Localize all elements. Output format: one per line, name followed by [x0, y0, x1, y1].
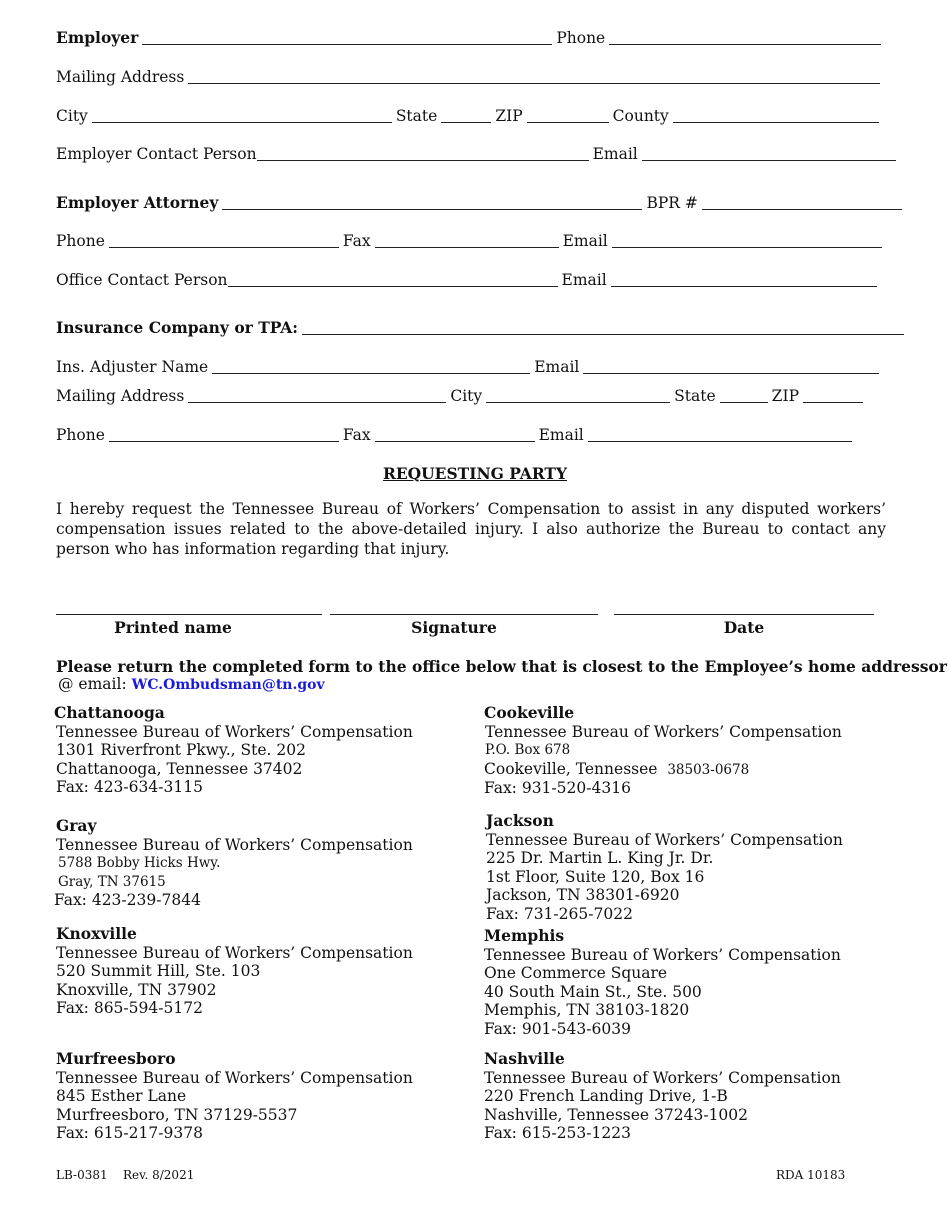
office-gray [54, 817, 413, 910]
employer-contact-row [56, 144, 900, 164]
employer-state-field[interactable] [441, 107, 491, 123]
insurance-email-field[interactable] [588, 426, 852, 442]
office-line: Murfreesboro, TN 37129-5537 [56, 1105, 298, 1124]
insurance-fax-field[interactable] [375, 426, 535, 442]
insurance-mailing-field[interactable] [188, 387, 446, 403]
office-line: Chattanooga, Tennessee 37402 [56, 759, 303, 778]
employer-email-field[interactable] [642, 145, 896, 161]
printed-name-label: Printed name [114, 618, 232, 637]
insurance-field[interactable] [302, 319, 904, 335]
office-line: Gray, TN 37615 [58, 873, 166, 890]
insurance-state-field[interactable] [720, 387, 768, 403]
employer-mailing-row [56, 67, 884, 87]
insurance-fax-label: Fax [342, 426, 371, 444]
office-line: 520 Summit Hill, Ste. 103 [56, 962, 261, 981]
office-line: P.O. Box 678 [485, 742, 571, 759]
adjuster-email-label: Email [534, 358, 580, 376]
adjuster-row [56, 357, 883, 377]
insurance-phone-row [56, 425, 856, 445]
employer-phone-label: Phone [556, 29, 606, 47]
office-contact-email-label: Email [561, 271, 607, 289]
office-line: 40 South Main St., Ste. 500 [484, 982, 702, 1001]
employer-mailing-field[interactable] [188, 68, 880, 84]
employer-label: Employer [56, 28, 139, 47]
authorization-paragraph: I hereby request the Tennessee Bureau of Workers’ Compensation to assist in any disputed workers’ compensation issues related to the above-detailed injury. I also authorize the Bureau to contact any person who has information regarding that injury. [56, 500, 886, 558]
insurance-state-label: State [674, 387, 716, 405]
employer-contact-field[interactable] [257, 145, 589, 161]
insurance-row [56, 318, 908, 338]
insurance-zip-label: ZIP [771, 387, 799, 405]
employer-phone-field[interactable] [609, 29, 881, 45]
office-line: Fax: 931-520-4316 [484, 779, 631, 798]
return-instruction: Please return the completed form to the office below that is closest to the Employee’s home addressor [56, 657, 947, 676]
office-line: Knoxville, TN 37902 [56, 980, 217, 999]
rda-number: RDA 10183 [776, 1168, 846, 1182]
form-number: LB-0381 [56, 1168, 108, 1182]
employer-state-label: State [395, 107, 438, 125]
office-line: Memphis, TN 38103-1820 [484, 1001, 690, 1020]
office-knoxville [56, 925, 413, 1018]
office-line: Jackson, TN 38301-6920 [486, 886, 680, 905]
revision-date: Rev. 8/2021 [123, 1168, 195, 1182]
office-name: Murfreesboro [56, 1049, 176, 1068]
office-name: Gray [56, 816, 97, 835]
office-line: 1301 Riverfront Pkwy., Ste. 202 [56, 741, 306, 760]
employer-contact-label: Employer Contact Person [56, 145, 257, 163]
office-name: Memphis [484, 926, 565, 945]
office-line: Tennessee Bureau of Workers’ Compensation [484, 1068, 841, 1087]
printed-name-field[interactable] [56, 598, 322, 615]
office-line: Fax: 865-594-5172 [56, 999, 203, 1018]
employer-city-field[interactable] [92, 107, 392, 123]
insurance-email-label: Email [538, 426, 584, 444]
return-email-row [58, 675, 325, 693]
insurance-phone-label: Phone [56, 426, 105, 444]
attorney-fax-field[interactable] [375, 232, 559, 248]
office-memphis [484, 927, 841, 1039]
adjuster-field[interactable] [212, 358, 530, 374]
insurance-phone-field[interactable] [109, 426, 339, 442]
office-line: Fax: 731-265-7022 [486, 904, 633, 923]
insurance-city-field[interactable] [486, 387, 670, 403]
office-line: Fax: 423-239-7844 [54, 891, 201, 910]
employer-mailing-label: Mailing Address [56, 68, 185, 86]
attorney-phone-field[interactable] [109, 232, 339, 248]
insurance-city-label: City [450, 387, 483, 405]
employer-county-label: County [612, 107, 669, 125]
office-line: Tennessee Bureau of Workers’ Compensation [56, 943, 413, 962]
signature-label: Signature [411, 618, 497, 637]
office-line: Nashville, Tennessee 37243-1002 [484, 1105, 749, 1124]
office-line: Tennessee Bureau of Workers’ Compensation [56, 835, 413, 854]
adjuster-label: Ins. Adjuster Name [56, 358, 209, 376]
office-line: Fax: 615-217-9378 [56, 1124, 203, 1143]
attorney-fax-label: Fax [342, 232, 371, 250]
office-line: Tennessee Bureau of Workers’ Compensation [56, 722, 413, 741]
office-name: Jackson [486, 811, 554, 830]
office-contact-field[interactable] [228, 271, 558, 287]
adjuster-email-field[interactable] [583, 358, 879, 374]
attorney-phone-row [56, 231, 886, 251]
office-contact-label: Office Contact Person [56, 271, 228, 289]
employer-city-row [56, 106, 883, 126]
office-zip: 38503-0678 [667, 761, 750, 778]
insurance-zip-field[interactable] [803, 387, 863, 403]
attorney-email-field[interactable] [612, 232, 882, 248]
insurance-mailing-row [56, 386, 867, 406]
office-line: Fax: 615-253-1223 [484, 1124, 631, 1143]
employer-city-label: City [56, 107, 88, 125]
office-line: Tennessee Bureau of Workers’ Compensation [56, 1068, 413, 1087]
insurance-label: Insurance Company or TPA: [56, 318, 299, 337]
office-name: Nashville [484, 1049, 565, 1068]
office-name: Knoxville [56, 924, 137, 943]
attorney-field[interactable] [222, 194, 642, 210]
office-line: 1st Floor, Suite 120, Box 16 [486, 867, 705, 886]
office-line [484, 760, 842, 780]
office-contact-row [56, 270, 881, 290]
employer-field[interactable] [142, 29, 552, 45]
employer-county-field[interactable] [673, 107, 879, 123]
office-cookeville [484, 704, 842, 798]
employer-zip-label: ZIP [495, 107, 523, 125]
office-line: Tennessee Bureau of Workers’ Compensation [485, 722, 842, 741]
requesting-party-heading: REQUESTING PARTY [382, 464, 568, 483]
office-name: Chattanooga [54, 703, 165, 722]
office-line: 845 Esther Lane [56, 1087, 187, 1106]
bpr-field[interactable] [702, 194, 902, 210]
office-line: Tennessee Bureau of Workers’ Compensation [486, 830, 843, 849]
signature-field[interactable] [330, 598, 598, 615]
date-field[interactable] [614, 598, 874, 615]
office-murfreesboro [56, 1050, 413, 1143]
office-line: 220 French Landing Drive, 1-B [484, 1087, 728, 1106]
office-line: Tennessee Bureau of Workers’ Compensation [484, 945, 841, 964]
attorney-email-label: Email [562, 232, 608, 250]
attorney-phone-label: Phone [56, 232, 105, 250]
date-label: Date [723, 618, 765, 637]
office-chattanooga [54, 704, 413, 797]
attorney-label: Employer Attorney [56, 193, 219, 212]
email-prefix: @ email: [58, 675, 127, 693]
office-city: Cookeville, Tennessee [484, 759, 658, 778]
employer-email-label: Email [592, 145, 638, 163]
office-nashville [484, 1050, 841, 1143]
office-line: 225 Dr. Martin L. King Jr. Dr. [486, 849, 714, 868]
office-line: Fax: 901-543-6039 [484, 1019, 631, 1038]
attorney-row [56, 193, 906, 213]
bpr-label: BPR # [646, 194, 698, 212]
office-jackson [484, 812, 843, 924]
ombudsman-email-link[interactable]: WC.Ombudsman@tn.gov [131, 677, 325, 693]
employer-row [56, 28, 885, 48]
office-contact-email-field[interactable] [611, 271, 877, 287]
office-line: 5788 Bobby Hicks Hwy. [58, 855, 221, 872]
office-name: Cookeville [484, 703, 575, 722]
employer-zip-field[interactable] [527, 107, 609, 123]
insurance-mailing-label: Mailing Address [56, 387, 185, 405]
office-line: One Commerce Square [484, 964, 668, 983]
office-line: Fax: 423-634-3115 [56, 778, 203, 797]
